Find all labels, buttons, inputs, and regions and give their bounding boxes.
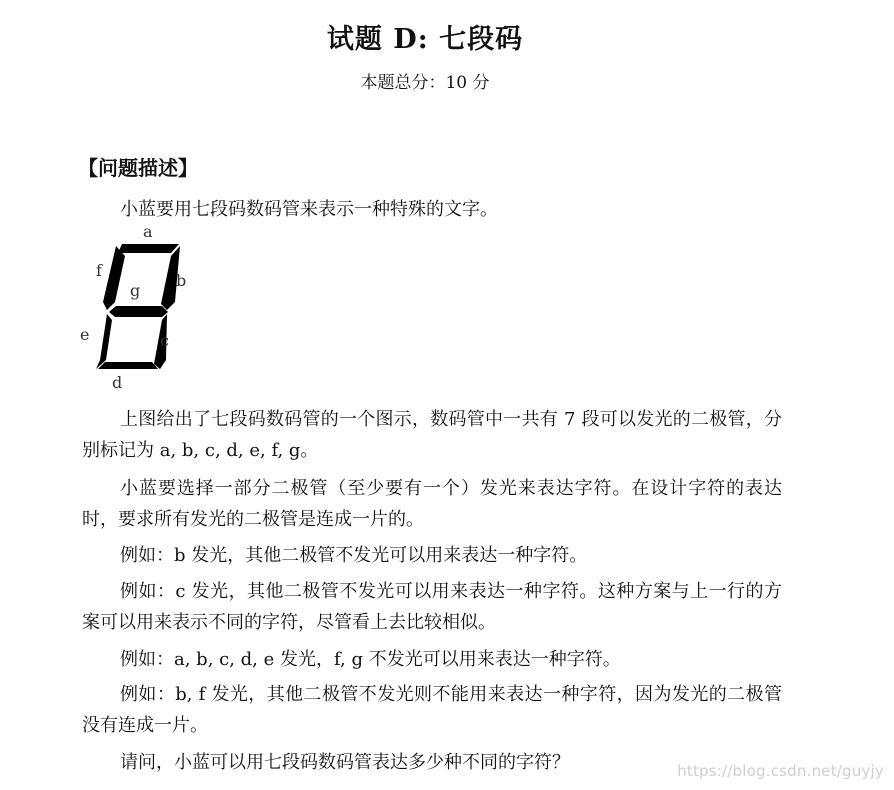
paragraph-example-1: 例如：b 发光，其他二极管不发光可以用来表达一种字符。	[120, 545, 588, 566]
label-c: c	[160, 331, 169, 350]
paragraph-example-3: 例如：a, b, c, d, e 发光，f, g 不发光可以用来表达一种字符。	[120, 649, 621, 670]
paragraph-rule: 小蓝要选择一部分二极管（至少要有一个）发光来表达字符。在设计字符的表达时，要求所有发光的二极管是连成一片的。	[82, 478, 782, 530]
segment-d	[98, 362, 158, 369]
label-e: e	[80, 325, 90, 344]
paragraph-example-2: 例如：c 发光，其他二极管不发光可以用来表达一种字符。这种方案与上一行的方案可以用来表示不同的字符，尽管看上去比较相似。	[82, 581, 782, 633]
paragraph-question: 请问，小蓝可以用七段码数码管表达多少种不同的字符？	[120, 752, 570, 773]
section-heading: 【问题描述】	[78, 156, 198, 180]
problem-title: 试题 D: 七段码	[326, 24, 524, 55]
label-f: f	[96, 261, 102, 280]
label-a: a	[143, 222, 153, 241]
label-g: g	[130, 281, 141, 300]
label-b: b	[176, 271, 187, 290]
paragraph-intro: 小蓝要用七段码数码管来表示一种特殊的文字。	[120, 199, 498, 220]
watermark: https://blog.csdn.net/guyjy	[677, 762, 884, 780]
segment-a	[118, 244, 179, 253]
segment-f	[103, 246, 125, 310]
total-score: 本题总分：10 分	[360, 73, 490, 93]
paragraph-example-4: 例如：b, f 发光，其他二极管不发光则不能用来表达一种字符，因为发光的二极管没有连成一片。	[82, 684, 782, 736]
paragraph-diagram-explanation: 上图给出了七段码数码管的一个图示，数码管中一共有 7 段可以发光的二极管，分别标记为 a, b, c, d, e, f, g。	[82, 409, 782, 461]
label-d: d	[112, 373, 123, 392]
segment-e	[96, 314, 112, 369]
segment-g	[109, 306, 168, 317]
seven-segment-diagram	[76, 222, 196, 394]
